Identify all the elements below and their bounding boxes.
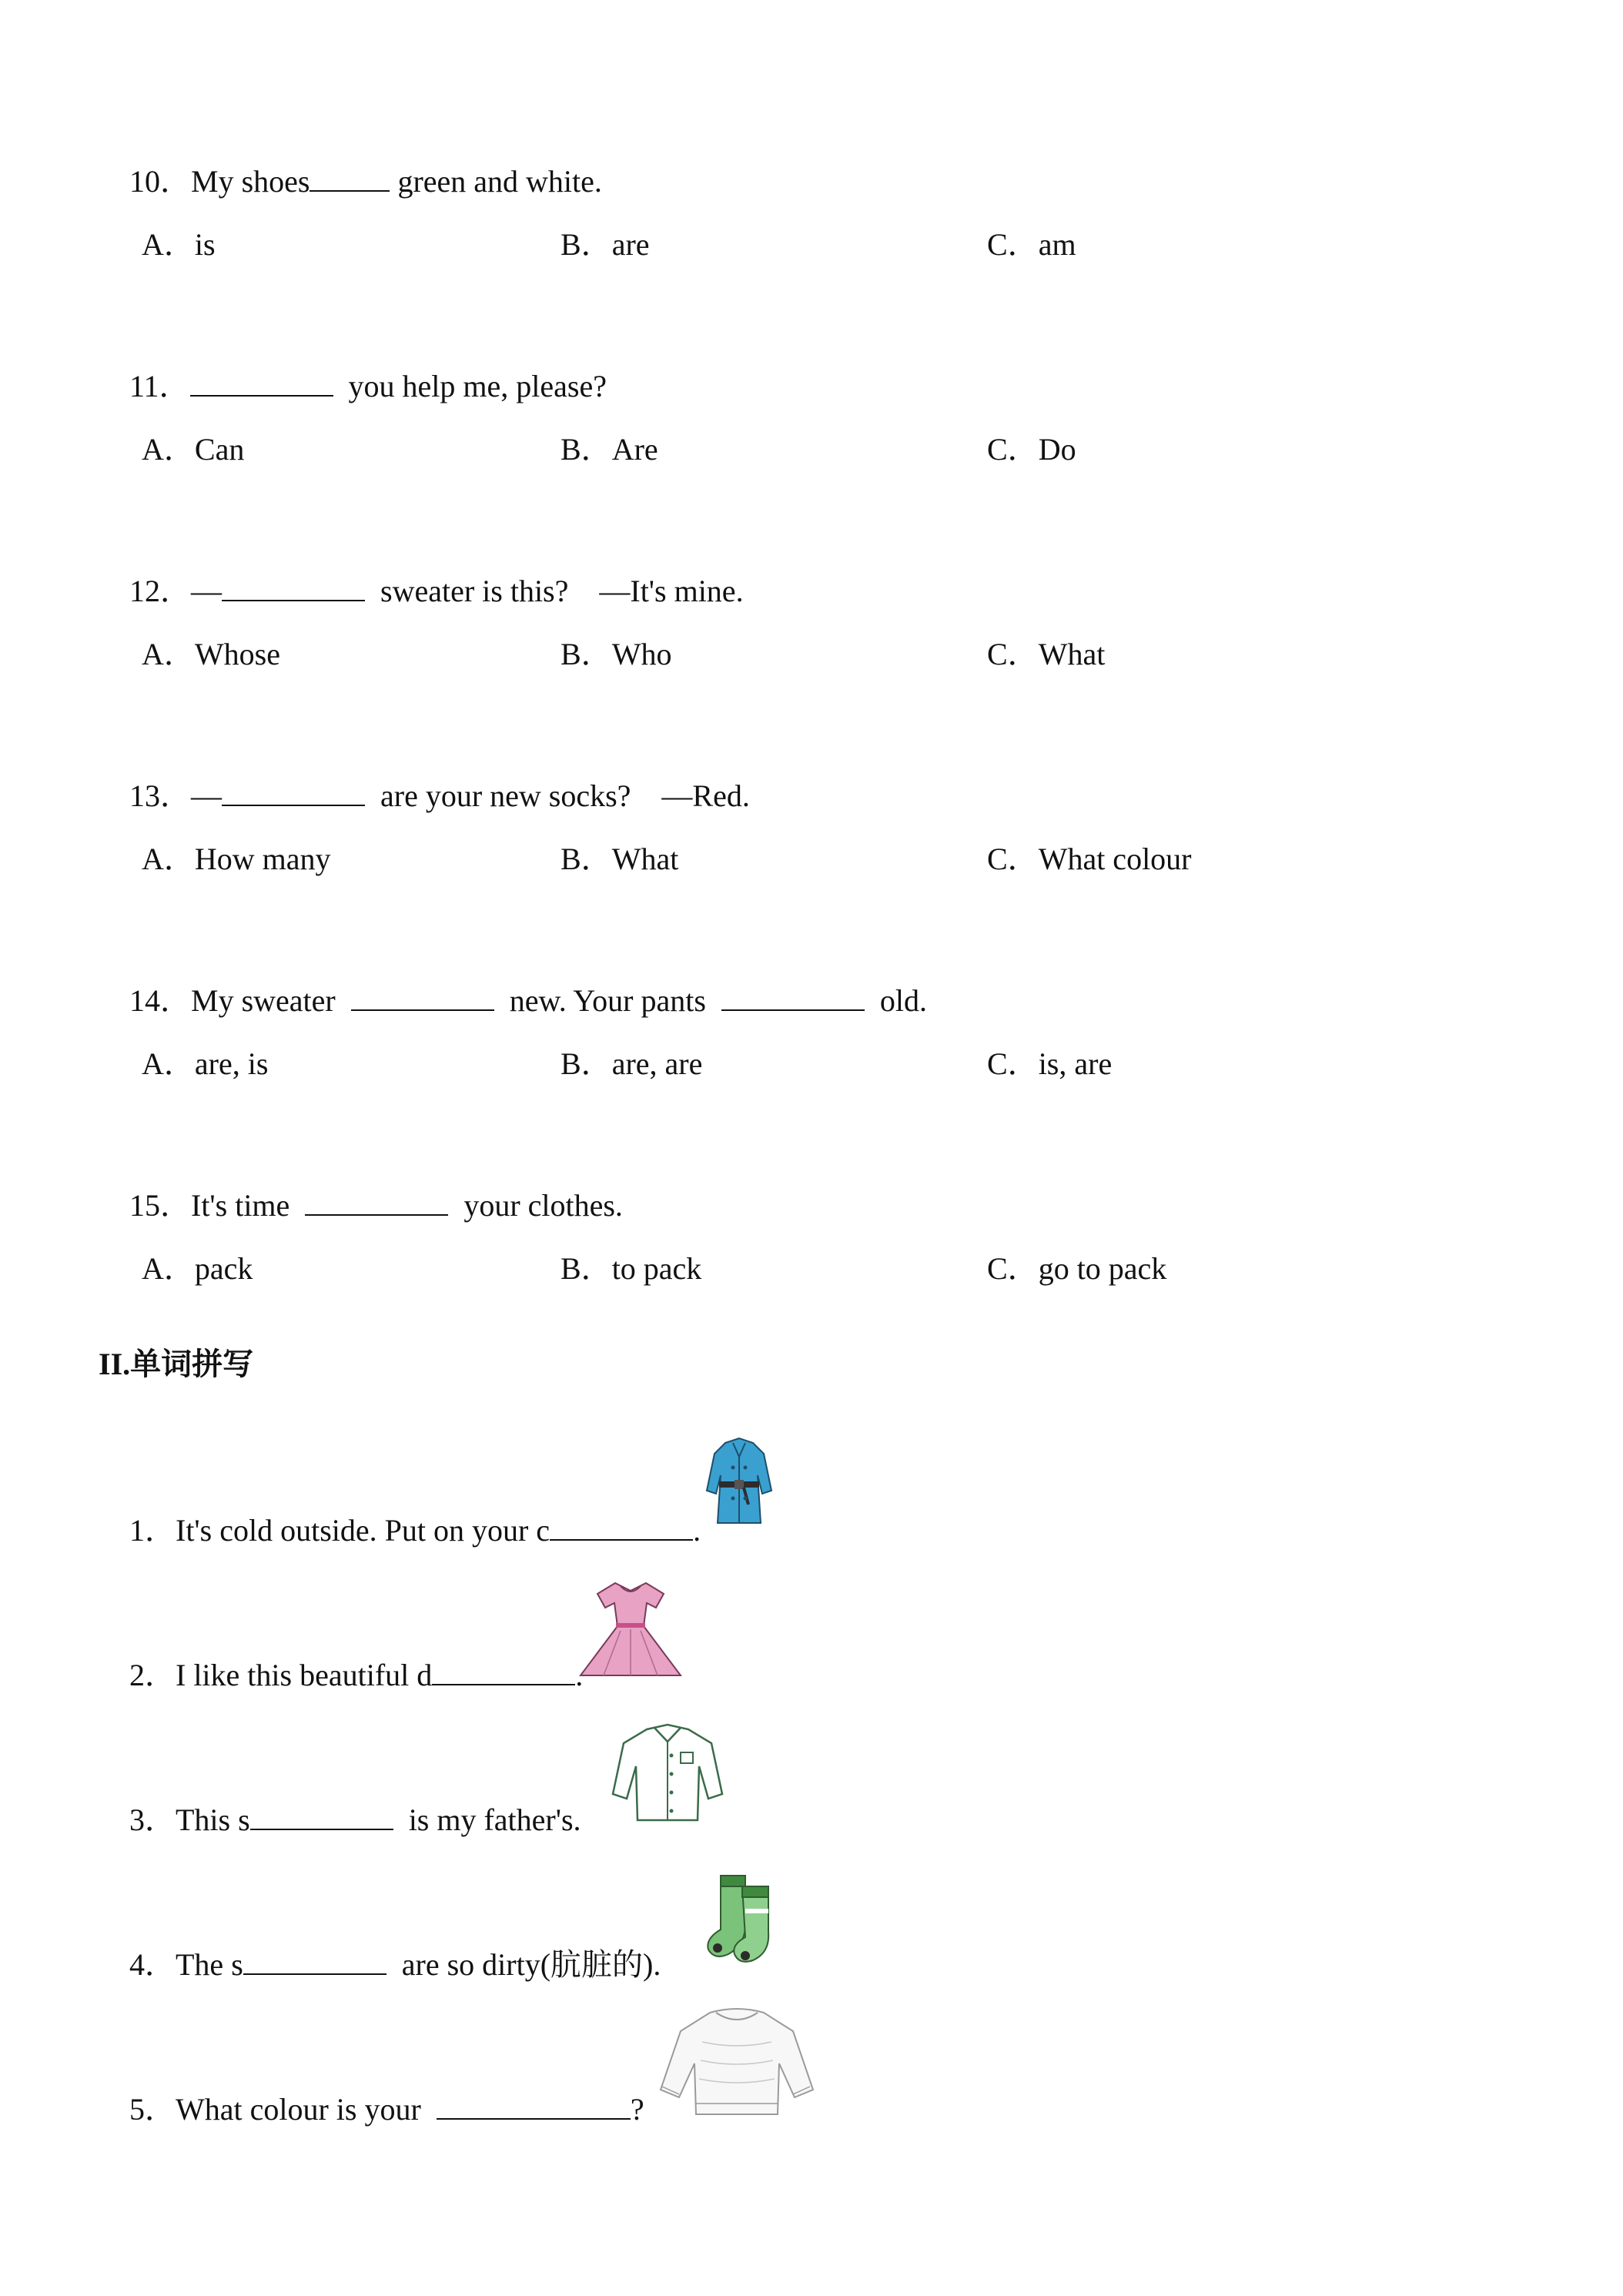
option-text: Are xyxy=(611,432,658,467)
answer-blank[interactable] xyxy=(351,982,494,1011)
item-text: is my father's. xyxy=(408,1802,581,1837)
spelling-item-3 xyxy=(99,1760,581,1880)
option-b[interactable] xyxy=(561,634,671,674)
option-letter: C． xyxy=(987,637,1039,671)
question-number: 13． xyxy=(129,778,191,813)
dress-icon xyxy=(573,1577,688,1685)
option-a[interactable] xyxy=(142,1249,253,1289)
item-text: The s xyxy=(176,1947,243,1982)
option-letter: A． xyxy=(142,637,195,671)
question-number: 10． xyxy=(129,164,191,199)
item-text: I like this beautiful d xyxy=(176,1658,433,1692)
answer-blank[interactable] xyxy=(721,982,865,1011)
option-text: to pack xyxy=(611,1251,702,1286)
option-a[interactable] xyxy=(142,225,216,265)
option-letter: A． xyxy=(142,432,195,467)
question-text: are your new socks? —Red. xyxy=(380,778,750,813)
option-text: Can xyxy=(194,432,245,467)
question-13 xyxy=(99,736,750,856)
question-text: you help me, please? xyxy=(348,369,607,403)
option-a[interactable] xyxy=(142,430,244,470)
question-11 xyxy=(99,326,607,447)
option-text: How many xyxy=(194,842,331,876)
answer-blank[interactable] xyxy=(310,162,390,192)
question-text: My sweater xyxy=(191,983,336,1018)
item-text: ? xyxy=(630,2092,644,2127)
question-text: old. xyxy=(879,983,928,1018)
option-b[interactable] xyxy=(561,430,658,470)
option-text: Who xyxy=(611,637,672,671)
item-number: 1． xyxy=(129,1513,176,1548)
answer-blank[interactable] xyxy=(305,1186,448,1216)
answer-blank[interactable] xyxy=(190,367,333,397)
shirt-icon xyxy=(610,1722,725,1826)
spelling-item-2 xyxy=(99,1615,583,1735)
answer-blank[interactable] xyxy=(432,1656,575,1685)
option-letter: A． xyxy=(142,1251,195,1286)
sweater-icon xyxy=(656,2003,818,2122)
option-b[interactable] xyxy=(561,839,678,879)
option-text: are xyxy=(611,227,650,262)
question-text: green and white. xyxy=(390,164,602,199)
spelling-item-1 xyxy=(99,1471,701,1591)
option-letter: B． xyxy=(561,227,612,262)
option-text: go to pack xyxy=(1038,1251,1167,1286)
question-text: sweater is this? —It's mine. xyxy=(380,574,744,608)
question-text: new. Your pants xyxy=(509,983,706,1018)
option-letter: B． xyxy=(561,432,612,467)
option-a[interactable] xyxy=(142,1044,268,1084)
option-letter: B． xyxy=(561,842,612,876)
item-number: 5． xyxy=(129,2092,176,2127)
option-letter: B． xyxy=(561,1046,612,1081)
question-number: 11． xyxy=(129,369,190,403)
option-b[interactable] xyxy=(561,1249,701,1289)
option-letter: A． xyxy=(142,842,195,876)
question-15 xyxy=(99,1146,623,1266)
answer-blank[interactable] xyxy=(437,2090,631,2120)
item-number: 3． xyxy=(129,1802,176,1837)
item-number: 2． xyxy=(129,1658,176,1692)
option-b[interactable] xyxy=(561,225,650,265)
option-c[interactable] xyxy=(987,1249,1166,1289)
question-text: — xyxy=(191,778,222,813)
item-text: This s xyxy=(176,1802,250,1837)
spelling-item-5 xyxy=(99,2050,644,2170)
option-letter: B． xyxy=(561,637,612,671)
option-letter: B． xyxy=(561,1251,612,1286)
option-c[interactable] xyxy=(987,225,1076,265)
option-letter: A． xyxy=(142,227,195,262)
answer-blank[interactable] xyxy=(222,572,365,601)
coat-icon xyxy=(702,1437,776,1532)
answer-blank[interactable] xyxy=(250,1801,393,1830)
question-number: 14． xyxy=(129,983,191,1018)
spelling-item-4 xyxy=(99,1905,661,2025)
option-letter: C． xyxy=(987,842,1039,876)
option-text: What xyxy=(1038,637,1106,671)
item-text: are so dirty(肮脏的). xyxy=(401,1947,661,1982)
question-text: — xyxy=(191,574,222,608)
option-text: pack xyxy=(194,1251,253,1286)
item-number: 4． xyxy=(129,1947,176,1982)
option-text: Whose xyxy=(194,637,280,671)
question-14 xyxy=(99,941,927,1061)
option-text: are, are xyxy=(611,1046,703,1081)
option-b[interactable] xyxy=(561,1044,702,1084)
option-text: is, are xyxy=(1038,1046,1113,1081)
option-letter: C． xyxy=(987,1046,1039,1081)
question-10 xyxy=(99,122,602,242)
item-text: What colour is your xyxy=(176,2092,421,2127)
question-number: 15． xyxy=(129,1188,191,1223)
item-text: . xyxy=(575,1658,584,1692)
option-letter: A． xyxy=(142,1046,195,1081)
option-text: What colour xyxy=(1038,842,1192,876)
option-text: are, is xyxy=(194,1046,269,1081)
option-text: is xyxy=(194,227,216,262)
option-a[interactable] xyxy=(142,634,280,674)
answer-blank[interactable] xyxy=(243,1946,387,1975)
socks-icon xyxy=(698,1871,793,1966)
answer-blank[interactable] xyxy=(222,777,365,806)
question-12 xyxy=(99,531,744,651)
question-text: your clothes. xyxy=(463,1188,623,1223)
question-number: 12． xyxy=(129,574,191,608)
option-c[interactable] xyxy=(987,634,1105,674)
option-letter: C． xyxy=(987,432,1039,467)
option-a[interactable] xyxy=(142,839,331,879)
question-text: My shoes xyxy=(191,164,310,199)
answer-blank[interactable] xyxy=(550,1511,693,1541)
question-text: It's time xyxy=(191,1188,290,1223)
option-text: What xyxy=(611,842,679,876)
item-text: . xyxy=(693,1513,701,1548)
option-text: am xyxy=(1038,227,1076,262)
option-letter: C． xyxy=(987,1251,1039,1286)
item-text: It's cold outside. Put on your c xyxy=(176,1513,550,1548)
option-letter: C． xyxy=(987,227,1039,262)
option-c[interactable] xyxy=(987,430,1076,470)
option-text: Do xyxy=(1038,432,1076,467)
section-title: II.单词拼写 xyxy=(99,1347,254,1381)
option-c[interactable] xyxy=(987,1044,1112,1084)
option-c[interactable] xyxy=(987,839,1192,879)
